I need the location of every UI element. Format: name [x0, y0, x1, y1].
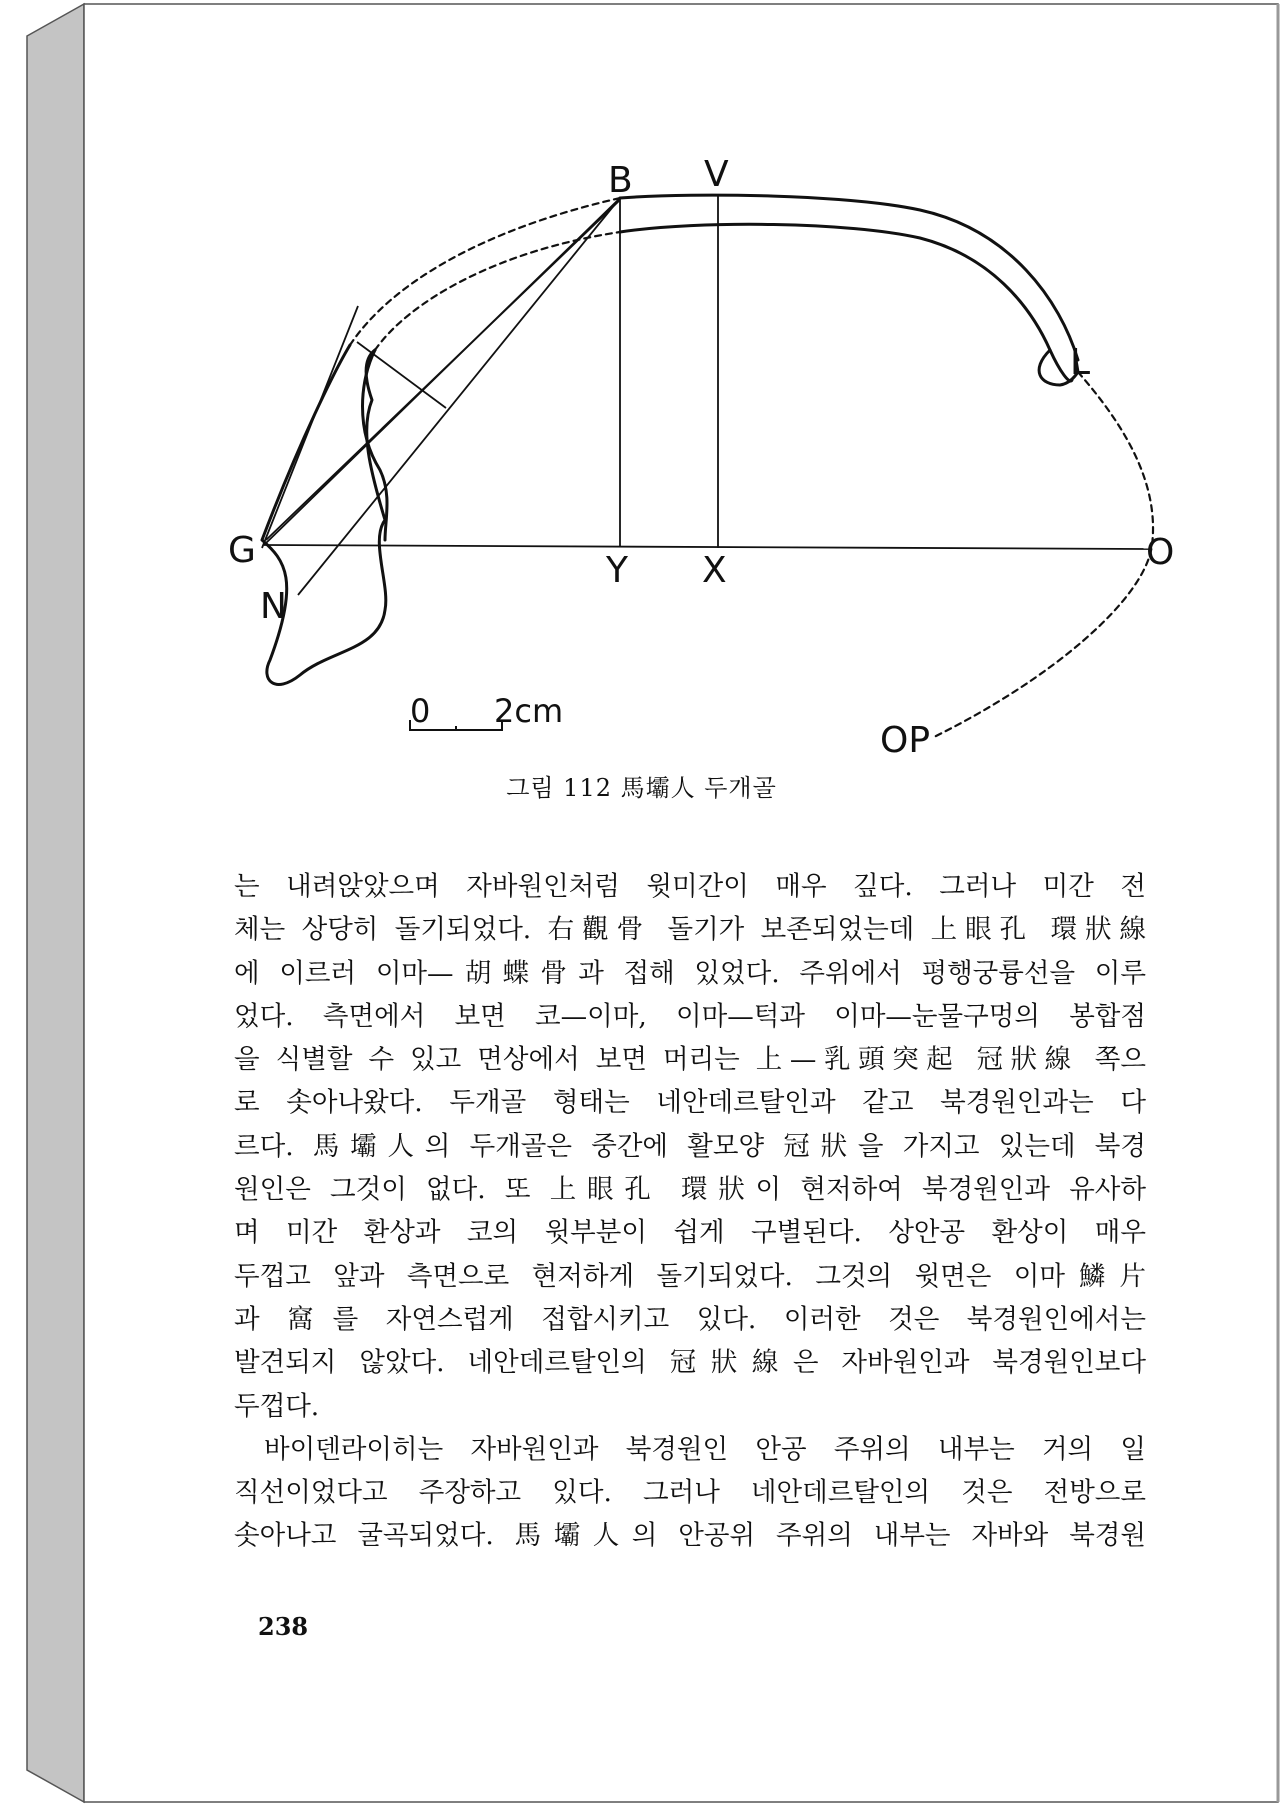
text-line: 르다. 馬壩人의 두개골은 중간에 활모양 冠狀을 가지고 있는데 북경: [234, 1130, 1146, 1162]
text-line: 체는 상당히 돌기되었다. 右觀骨 돌기가 보존되었는데 上眼孔 環狀線: [234, 914, 1146, 946]
text-line: 로 솟아나왔다. 두개골 형태는 네안데르탈인과 같고 북경원인과는 다: [234, 1087, 1146, 1119]
line-n-b: [298, 198, 620, 595]
text-line: 을 식별할 수 있고 면상에서 보면 머리는 上—乳頭突起 冠狀線 쪽으: [234, 1044, 1146, 1076]
line-glabella-b: [266, 200, 620, 540]
vault-inner-line: [620, 224, 1072, 381]
label-op: OP: [880, 720, 931, 761]
label-n: N: [260, 586, 287, 627]
scale-zero: 0: [410, 692, 431, 730]
figure-caption: 그림 112 馬壩人 두개골: [506, 774, 777, 802]
label-o: O: [1146, 532, 1175, 573]
label-y: Y: [606, 550, 628, 591]
text-line: 발견되지 않았다. 네안데르탈인의 冠狀線은 자바원인과 북경원인보다: [234, 1347, 1146, 1379]
label-b: B: [608, 160, 633, 201]
text-line: 두껍고 앞과 측면으로 현저하게 돌기되었다. 그것의 윗면은 이마鱗片: [234, 1260, 1146, 1292]
text-line: 솟아나고 굴곡되었다. 馬壩人의 안공위 주위의 내부는 자바와 북경원: [234, 1520, 1146, 1552]
dashed-occipital: [932, 372, 1153, 738]
page-number: 238: [258, 1612, 309, 1641]
text-line: 원인은 그것이 없다. 또 上眼孔 環狀이 현저하여 북경원인과 유사하: [234, 1174, 1146, 1206]
text-line: 과 窩를 자연스럽게 접합시키고 있다. 이러한 것은 북경원인에서는: [234, 1303, 1146, 1335]
label-l: L: [1070, 342, 1091, 383]
dashed-inner-frontal: [375, 232, 620, 350]
dashed-outer-frontal: [350, 198, 620, 345]
text-line: 바이덴라이히는 자바원인과 북경원인 안공 주위의 내부는 거의 일: [264, 1433, 1146, 1465]
text-line: 에 이르러 이마—胡蝶骨과 접해 있었다. 주위에서 평행궁륭선을 이루: [234, 957, 1146, 989]
face-outline: [262, 345, 386, 684]
scale-length: 2cm: [494, 692, 564, 730]
text-line: 직선이었다고 주장하고 있다. 그러나 네안데르탈인의 것은 전방으로: [234, 1477, 1146, 1509]
line-g-o: [264, 545, 1150, 549]
line-g-tangent: [262, 306, 358, 548]
text-line: 는 내려앉았으며 자바원인처럼 윗미간이 매우 깊다. 그러나 미간 전: [234, 871, 1146, 902]
body-text: [234, 865, 1146, 1558]
skull-diagram: [84, 4, 1278, 794]
vault-outer-line: [620, 195, 1078, 360]
label-g: G: [228, 530, 256, 571]
label-v: V: [704, 154, 729, 195]
text-line: 며 미간 환상과 코의 윗부분이 쉽게 구별된다. 상안공 환상이 매우: [234, 1217, 1146, 1249]
label-x: X: [702, 550, 727, 591]
text-line: 었다. 측면에서 보면 코—이마, 이마—턱과 이마—눈물구멍의 봉합점: [234, 1000, 1146, 1032]
text-line: 두껍다.: [234, 1390, 320, 1422]
